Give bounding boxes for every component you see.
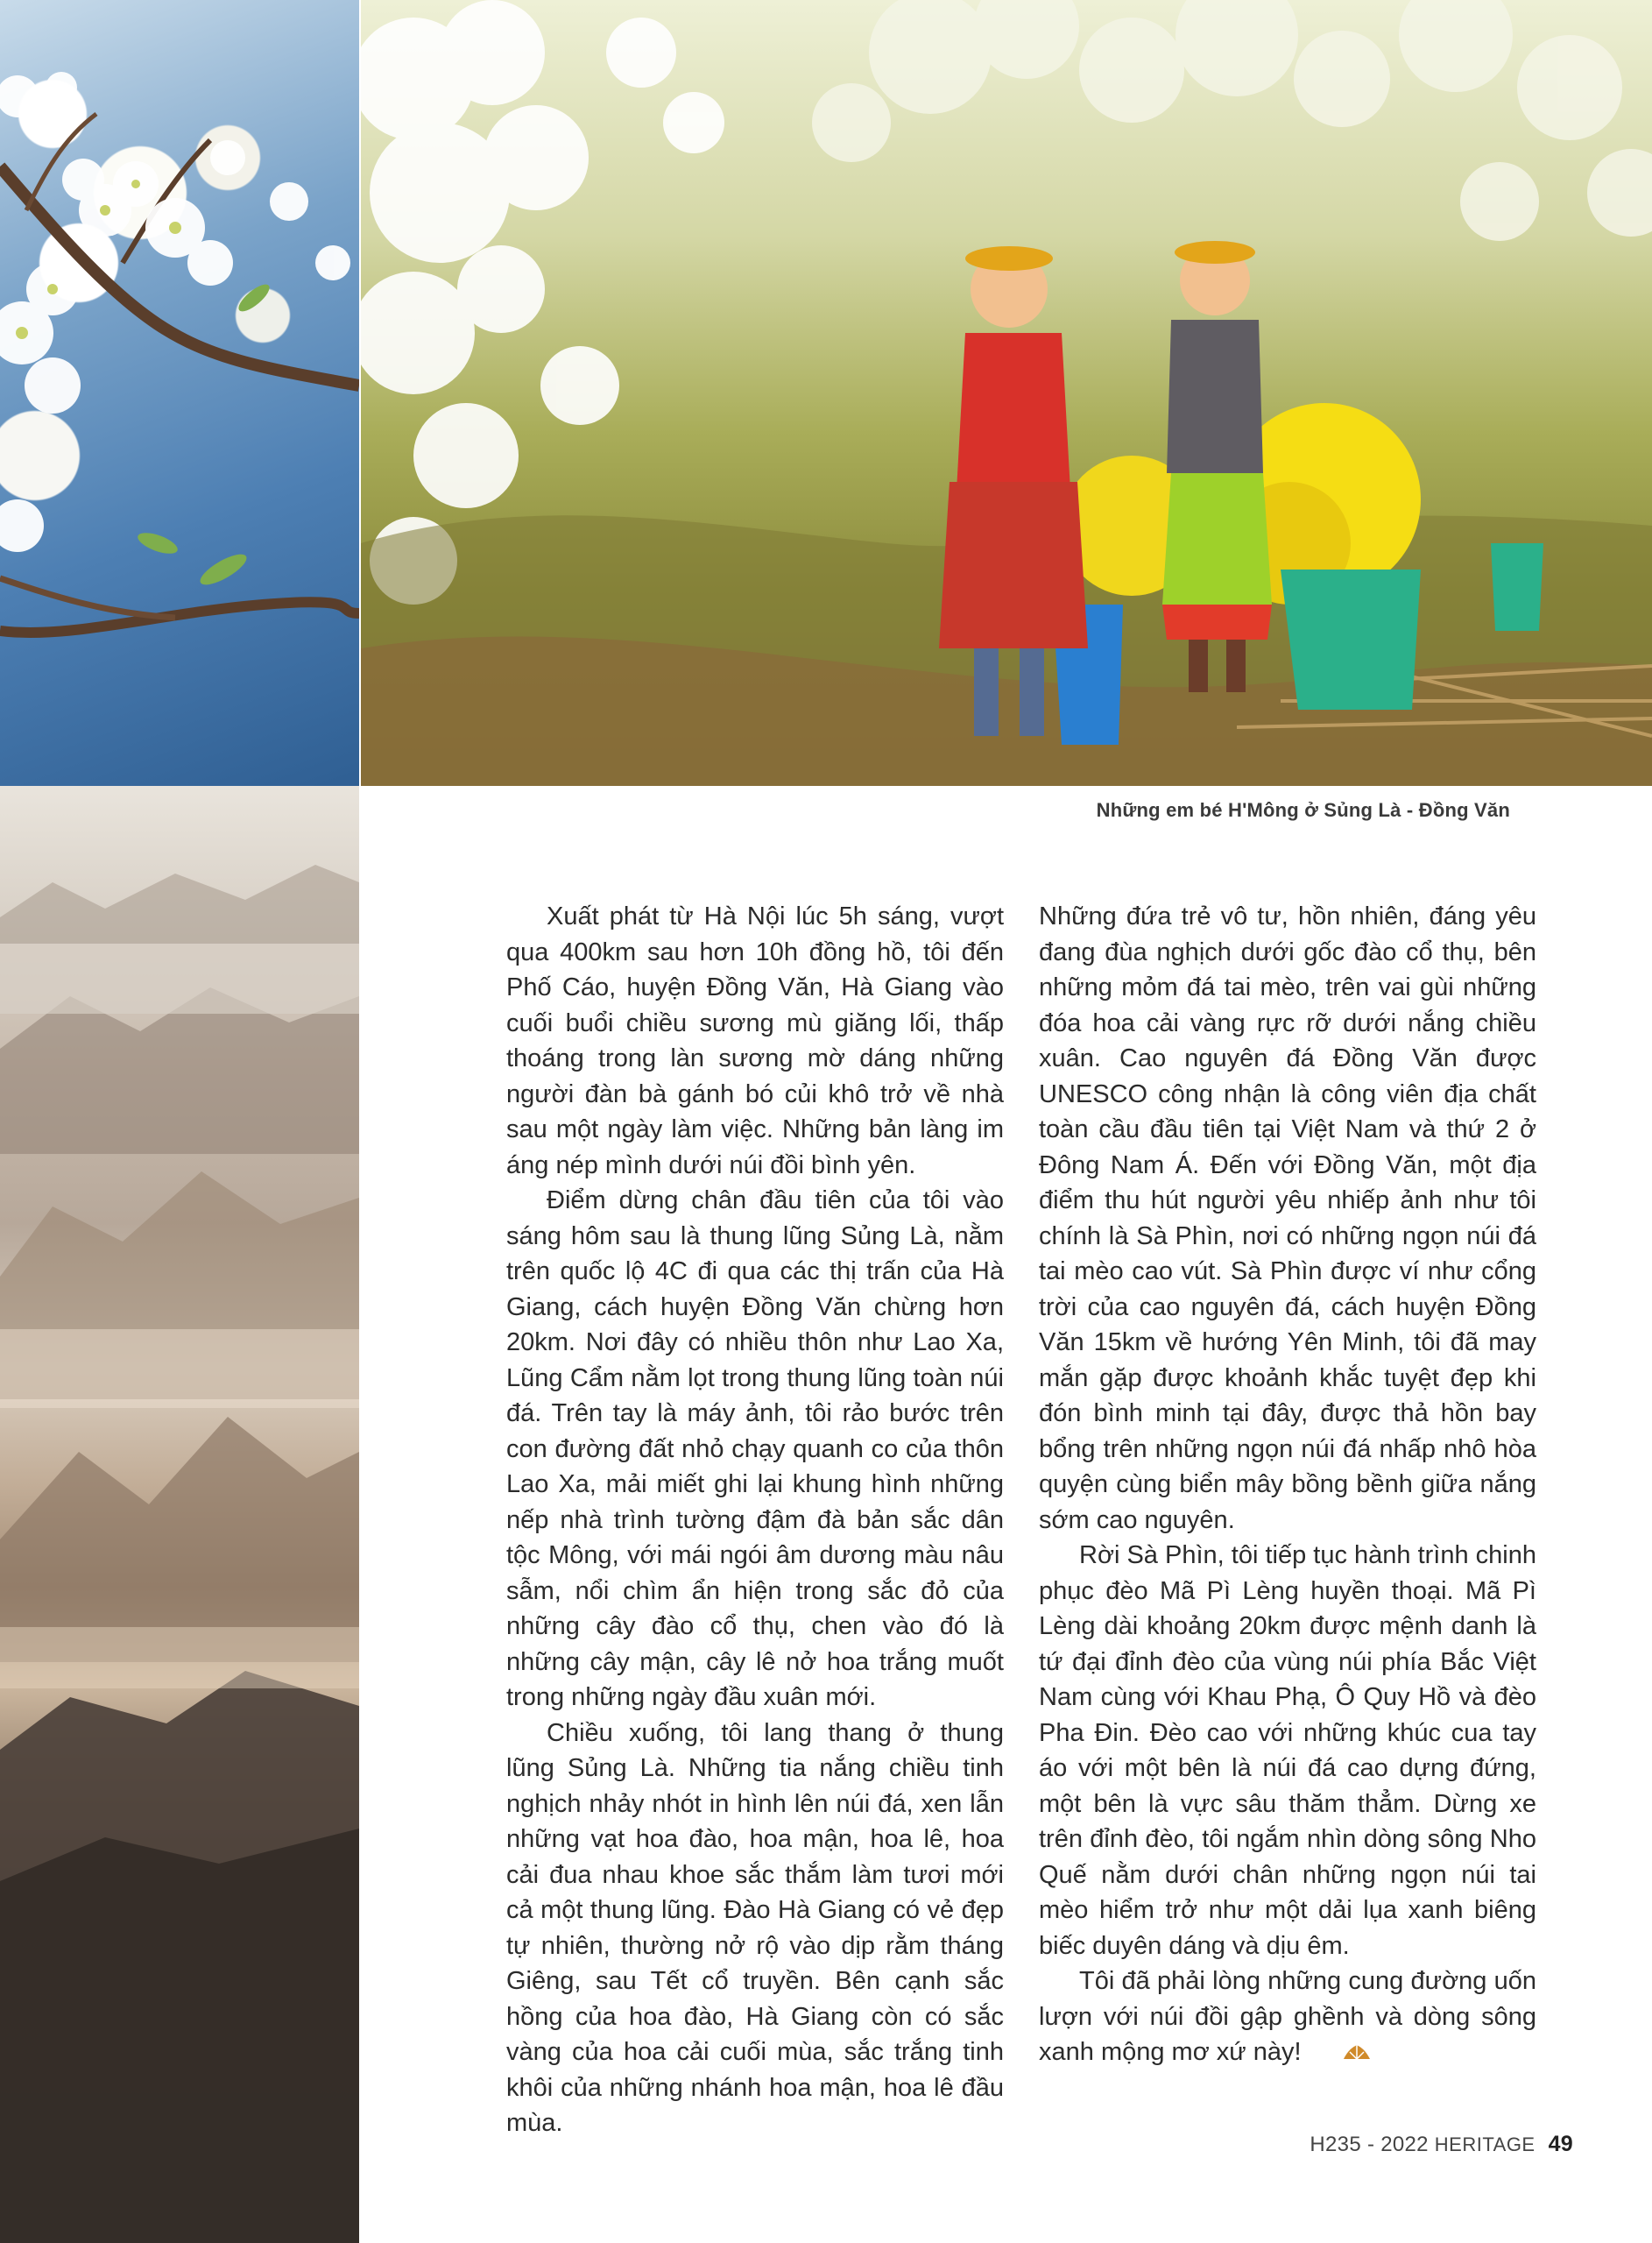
paragraph: Chiều xuống, tôi lang thang ở thung lũng Sủng Là. Những tia nắng chiều tinh nghịch nhảy nhót in hình lên núi đá, xen lẫn những vạt hoa đào, hoa mận, hoa lê, hoa cải đua nhau khoe sắc thắm làm tươi mới cả một thung lũng. Đào Hà Giang có vẻ đẹp tự nhiên, thường nở rộ vào dịp rằm tháng Giêng, sau Tết cổ truyền. Bên cạnh sắc hồng của hoa đào, Hà Giang còn có sắc vàng của hoa cải cuối mùa, sắc trắng tinh khôi của những nhánh hoa mận, hoa lê đầu mùa. bbox=[506, 1718, 1004, 2137]
last-paragraph-text: Tôi đã phải lòng những cung đường uốn lượn với núi đồi gập ghềnh và dòng sông xanh mộng mơ xứ này! bbox=[1039, 1967, 1536, 2066]
photo-caption: Những em bé H'Mông ở Sủng Là - Đồng Văn bbox=[1096, 799, 1510, 821]
page-number: 49 bbox=[1548, 2132, 1573, 2156]
hmong-children-photo bbox=[361, 0, 1652, 786]
paragraph: Điểm dừng chân đầu tiên của tôi vào sáng hôm sau là thung lũng Sủng Là, nằm trên quốc lộ 4C đi qua các thị trấn của Hà Giang, cách huyện Đồng Văn chừng hơn 20km. Nơi đây có nhiều thôn như Lao Xa, Lũng Cẩm nằm lọt trong thung lũng toàn núi đá. Trên tay là máy ảnh, tôi rảo bước trên con đường đất nhỏ chạy quanh co của thôn Lao Xa, mải miết ghi lại khung hình những nếp nhà trình tường đậm đà bản sắc dân tộc Mông, với mái ngói âm dương màu nâu sẫm, nổi chìm ẩn hiện trong sắc đỏ của những cây đào cổ thụ, chen vào đó là những cây mận, cây lê nở hoa trắng muốt trong những ngày đầu xuân mới. bbox=[506, 1186, 1004, 1711]
pear-blossom-branch-icon bbox=[0, 0, 359, 786]
article-left-column bbox=[506, 899, 1004, 2141]
issue-label: H235 - 2022 bbox=[1310, 2133, 1429, 2156]
pear-blossom-photo bbox=[0, 0, 359, 786]
paragraph: Xuất phát từ Hà Nội lúc 5h sáng, vượt qua 400km sau hơn 10h đồng hồ, tôi đến Phố Cáo, huyện Đồng Văn, Hà Giang vào cuối buổi chiều sương mù giăng lối, thấp thoáng trong làn sương mờ dáng những người đàn bà gánh bó củi khô trở về nhà sau một ngày làm việc. Những bản làng im áng nép mình dưới núi đồi bình yên. bbox=[506, 902, 1004, 1179]
paragraph bbox=[1039, 1964, 1536, 2070]
paragraph: Rời Sà Phìn, tôi tiếp tục hành trình chinh phục đèo Mã Pì Lèng huyền thoại. Mã Pì Lèng dài khoảng 20km được mệnh danh là tứ đại đỉnh đèo của vùng núi phía Bắc Việt Nam cùng với Khau Phạ, Ô Quy Hồ và đèo Pha Đin. Đèo cao với những khúc cua tay áo với một bên là núi đá cao dựng đứng, một bên là vực sâu thăm thẳm. Dừng xe trên đỉnh đèo, tôi ngắm nhìn dòng sông Nho Quế nằm dưới chân những ngọn núi tai mèo hiểm trở như một dải lụa xanh biêng biếc duyên dáng và dịu êm. bbox=[1039, 1541, 1536, 1960]
article-right-column bbox=[1039, 899, 1536, 2070]
misty-mountains-photo bbox=[0, 786, 359, 2243]
misty-mountains-icon bbox=[0, 786, 359, 2243]
page-footer bbox=[1310, 2132, 1573, 2157]
hmong-children-with-flowers-icon bbox=[361, 0, 1652, 786]
magazine-brand: HERITAGE bbox=[1434, 2133, 1536, 2155]
paragraph: Những đứa trẻ vô tư, hồn nhiên, đáng yêu đang đùa nghịch dưới gốc đào cổ thụ, bên những mỏm đá tai mèo, trên vai gùi những đóa hoa cải vàng rực rỡ dưới nắng chiều xuân. Cao nguyên đá Đồng Văn được UNESCO công nhận là công viên địa chất toàn cầu đầu tiên tại Việt Nam và thứ 2 ở Đông Nam Á. Đến với Đồng Văn, một địa điểm thu hút người yêu nhiếp ảnh như tôi chính là Sà Phìn, nơi có những ngọn núi đá tai mèo cao vút. Sà Phìn được ví như cổng trời của cao nguyên đá, cách huyện Đồng Văn 15km về hướng Yên Minh, tôi đã may mắn gặp được khoảnh khắc tuyệt đẹp khi đón bình minh tại đây, được thả hồn bay bổng trên những ngọn núi đá nhấp nhô hòa quyện cùng biển mây bồng bềnh giữa nắng sớm cao nguyên. bbox=[1039, 902, 1536, 1534]
lotus-leaf-icon bbox=[1302, 2037, 1331, 2056]
